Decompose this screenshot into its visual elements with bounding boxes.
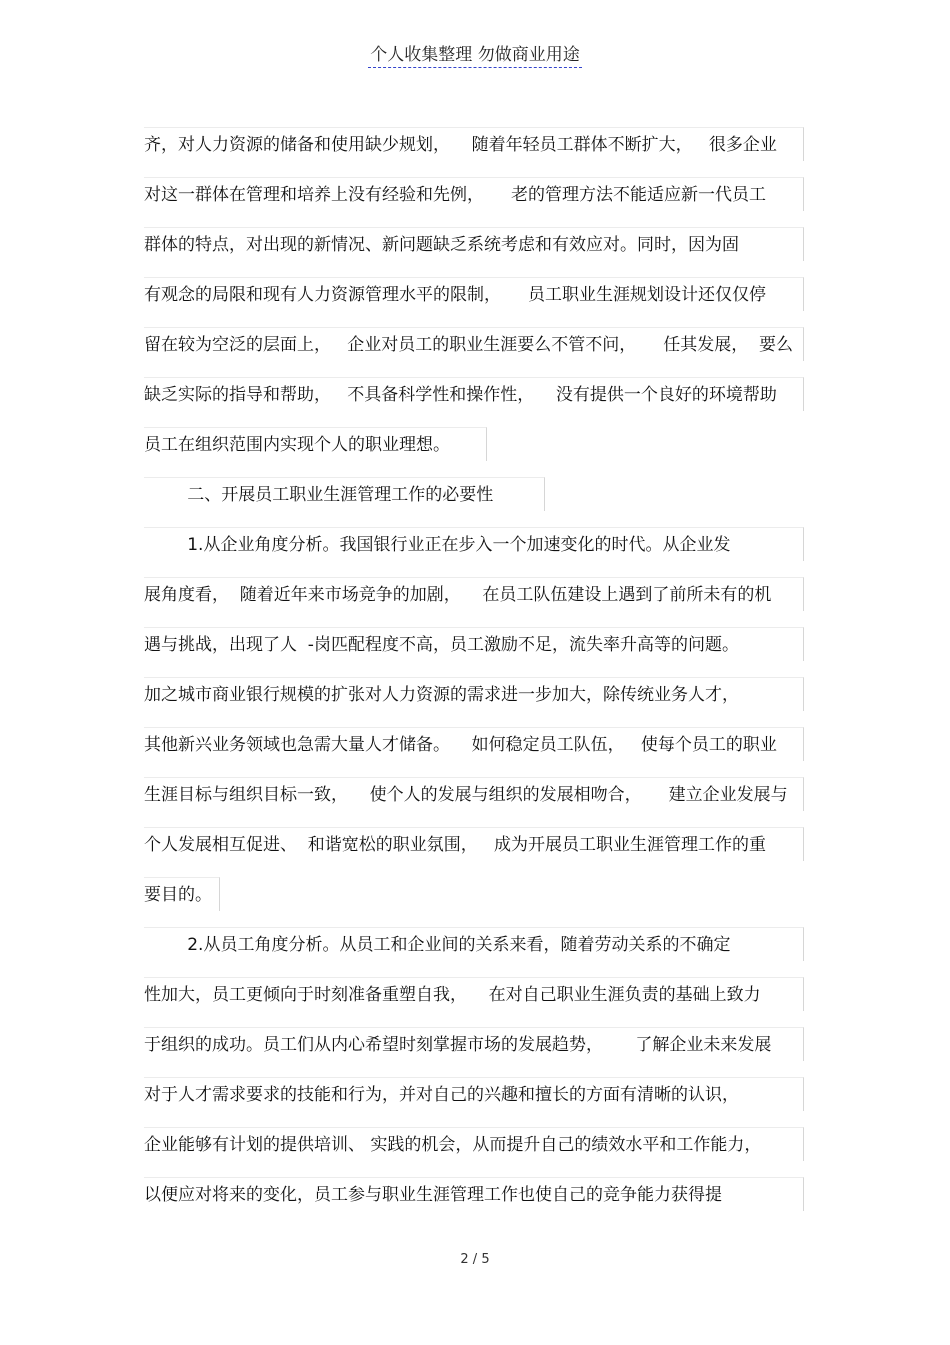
text-line: 有观念的局限和现有人力资源管理水平的限制， 员工职业生涯规划设计还仅仅停 <box>144 277 804 311</box>
text-line: 个人发展相互促进、 和谐宽松的职业氛围， 成为开展员工职业生涯管理工作的重 <box>144 827 804 861</box>
text-line: 遇与挑战，出现了人 -岗匹配程度不高，员工激励不足，流失率升高等的问题。 <box>144 627 804 661</box>
text-line: 对这一群体在管理和培养上没有经验和先例， 老的管理方法不能适应新一代员工 <box>144 177 804 211</box>
text-line: 企业能够有计划的提供培训、 实践的机会，从而提升自己的绩效水平和工作能力， <box>144 1127 804 1161</box>
text-line: 1.从企业角度分析。我国银行业正在步入一个加速变化的时代。从企业发 <box>144 527 804 561</box>
text-line: 性加大，员工更倾向于时刻准备重塑自我， 在对自己职业生涯负责的基础上致力 <box>144 977 804 1011</box>
text-line: 2.从员工角度分析。从员工和企业间的关系来看，随着劳动关系的不确定 <box>144 927 804 961</box>
text-line: 留在较为空泛的层面上， 企业对员工的职业生涯要么不管不问， 任其发展， 要么 <box>144 327 804 361</box>
text-line: 员工在组织范围内实现个人的职业理想。 <box>144 427 487 461</box>
text-line: 群体的特点，对出现的新情况、新问题缺乏系统考虑和有效应对。同时，因为固 <box>144 227 804 261</box>
text-line: 其他新兴业务领域也急需大量人才储备。 如何稳定员工队伍， 使每个员工的职业 <box>144 727 804 761</box>
page-number: 2 / 5 <box>460 1252 490 1267</box>
text-line: 于组织的成功。员工们从内心希望时刻掌握市场的发展趋势， 了解企业未来发展 <box>144 1027 804 1061</box>
text-line: 二、开展员工职业生涯管理工作的必要性 <box>144 477 545 511</box>
text-line: 要目的。 <box>144 877 220 911</box>
text-line: 生涯目标与组织目标一致， 使个人的发展与组织的发展相吻合， 建立企业发展与 <box>144 777 804 811</box>
text-line: 展角度看， 随着近年来市场竞争的加剧， 在员工队伍建设上遇到了前所未有的机 <box>144 577 804 611</box>
header-text: 个人收集整理 勿做商业用途 <box>368 40 581 68</box>
text-line: 齐，对人力资源的储备和使用缺少规划， 随着年轻员工群体不断扩大， 很多企业 <box>144 127 804 161</box>
text-line: 加之城市商业银行规模的扩张对人力资源的需求进一步加大，除传统业务人才， <box>144 677 804 711</box>
text-line: 缺乏实际的指导和帮助， 不具备科学性和操作性， 没有提供一个良好的环境帮助 <box>144 377 804 411</box>
text-line: 以便应对将来的变化，员工参与职业生涯管理工作也使自己的竞争能力获得提 <box>144 1177 804 1211</box>
text-line: 对于人才需求要求的技能和行为，并对自己的兴趣和擅长的方面有清晰的认识， <box>144 1077 804 1111</box>
page-header <box>0 40 950 68</box>
